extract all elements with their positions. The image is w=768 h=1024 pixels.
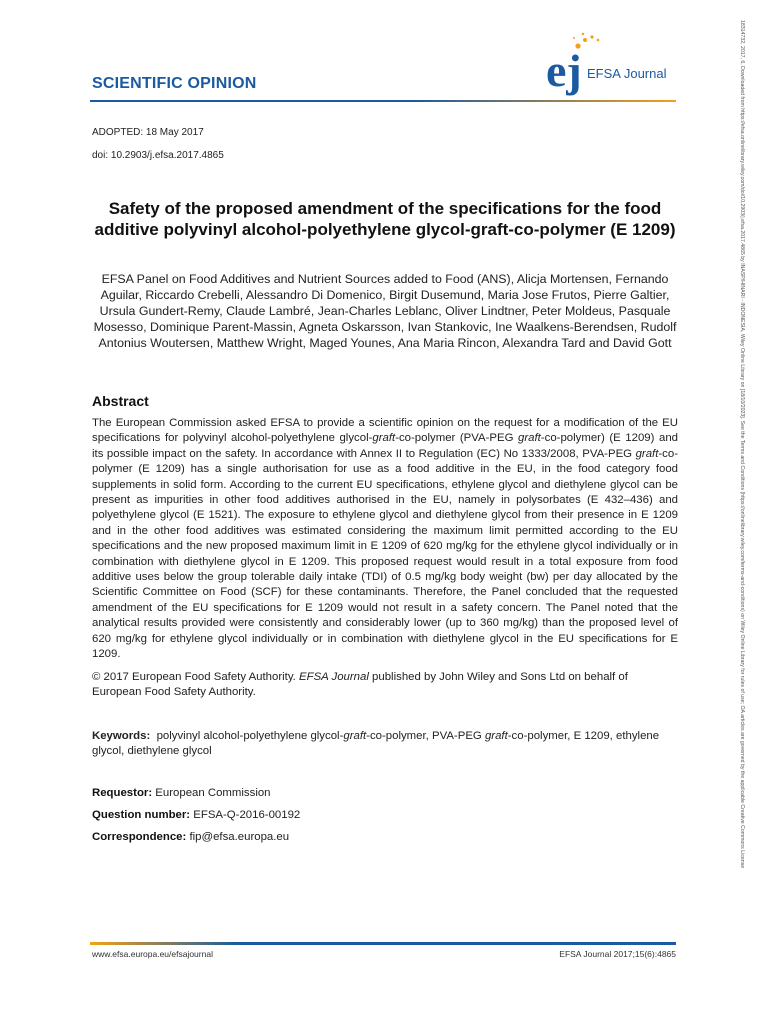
abstract-italic-graft: graft [518,432,541,445]
abstract-text-part: -co-polymer) (E 1209) and its possible impact on the safety. In accordance with Annex II to Regulation (EC) No 1333/2008, PVA-PEG [92,432,678,460]
requestor-value: European Commission [155,787,271,799]
copyright-journal: EFSA Journal [299,671,369,683]
logo-monogram: ej [546,45,582,96]
correspondence-line [92,831,289,843]
footer-divider [90,942,676,945]
footer-citation: EFSA Journal 2017;15(6):4865 [559,949,676,959]
abstract-text-part: The European Commission asked EFSA to provide a scientific opinion on the request for a modification of the EU specifications for polyvinyl alcohol-polyethylene glycol- [92,417,678,445]
download-side-note: 18314732, 2017, 6, Downloaded from https://efsa.onlinelibrary.wiley.com/doi/10.2903/j.efsa.2017.4865 by INASP/HINARI - INDONESIA, Wiley Online Library on [18/10/2023]. See the Terms and Conditions (https://onlinelibrary.wiley.com/terms-and-conditions) on Wiley Online Library for rules of use; OA articles are governed by the applicable Creative Commons License [739,20,745,869]
abstract-text [92,416,678,663]
keywords-italic-graft: graft [484,730,508,742]
question-number-label: Question number: [92,809,191,821]
question-number-line [92,809,300,821]
keywords-part: -co-polymer, PVA-PEG [366,730,485,742]
copyright-suffix: published by John Wiley and Sons Ltd on behalf of European Food Safety Authority. [92,671,628,699]
abstract-text-part: -co-polymer (PVA-PEG [395,432,519,445]
keywords-part: polyvinyl alcohol-polyethylene glycol- [156,730,344,742]
keywords-italic-graft: graft [343,730,367,742]
question-number-value: EFSA-Q-2016-00192 [193,809,301,821]
header-divider [90,100,676,102]
abstract-heading: Abstract [92,393,149,409]
article-title: Safety of the proposed amendment of the specifications for the food additive polyvinyl alcohol-polyethylene glycol-graft-co-polymer (E 1209) [94,199,676,239]
copyright-prefix: © 2017 European Food Safety Authority. [92,671,300,683]
abstract-text-part: -co-polymer (E 1209) has a single authorisation for use as a food additive in the EU, in the food category food supplements in solid form. According to the current EU specifications, ethylene glycol and diethylene glycol can be present as impurities in other food additives authorised in the EU, namely in polysorbates (E 432–436) and polyethylene glycol (E 1521). The exposure to ethylene glycol and diethylene glycol from their presence in E 1209 and in the other food additives was estimated considering the maximum limit permitted according to the EU specifications and the new proposed maximum limit in E 1209 of 620 mg/kg for the ethylene glycol individually or in combination with diethylene glycol in E 1209. This proposed request would result in a total exposure from food additive uses below the group tolerable daily intake (TDI) of 0.5 mg/kg body weight (bw) per day allocated by the Scientific Committee on Food (SCF) for these contaminants. Therefore, the Panel concluded that the requested amendment of the EU specifications for E 1209 would not result in a safety concern. The Panel noted that the analytical results provided were consistently and considerably lower (up to 360 mg/kg) than the proposed level of 620 mg/kg for ethylene glycol individually or in combination with diethylene glycol in the EU specifications for E 1209. [92,447,678,661]
keywords-label: Keywords: [92,730,151,742]
abstract-italic-graft: graft [635,447,659,460]
author-list: EFSA Panel on Food Additives and Nutrient Sources added to Food (ANS), Alicja Mortensen, Fernando Aguilar, Riccardo Crebelli, Alessandro Di Domenico, Birgit Dusemund, Maria Jose Frutos, Pierre Galtier, Ursula Gundert-Remy, Claude Lambré, Jean-Charles Leblanc, Oliver Lindtner, Peter Moldeus, Pasquale Mosesso, Dominique Parent-Massin, Agneta Oskarsson, Ivan Stankovic, Ine Waalkens-Berendsen, Rudolf Antonius Woutersen, Matthew Wright, Maged Younes, Ana Maria Rincon, Alexandra Tard and David Gott [93,272,677,350]
requestor-line [92,787,271,799]
requestor-label: Requestor: [92,787,153,799]
doi-link[interactable]: doi: 10.2903/j.efsa.2017.4865 [92,150,224,161]
keywords-part: -co-polymer, E 1209, ethylene glycol, diethylene glycol [92,730,660,758]
efsa-journal-logo [540,28,690,98]
correspondence-label: Correspondence: [92,831,187,843]
copyright-notice [92,670,678,701]
abstract-italic-graft: graft [372,432,396,445]
section-label: SCIENTIFIC OPINION [92,75,257,92]
ej-logo-mark [540,28,690,98]
adopted-date: ADOPTED: 18 May 2017 [92,127,204,138]
logo-wordmark: EFSA Journal [587,66,667,81]
footer-website-link[interactable]: www.efsa.europa.eu/efsajournal [92,949,213,959]
keywords [92,729,678,760]
correspondence-email[interactable]: fip@efsa.europa.eu [189,831,290,843]
